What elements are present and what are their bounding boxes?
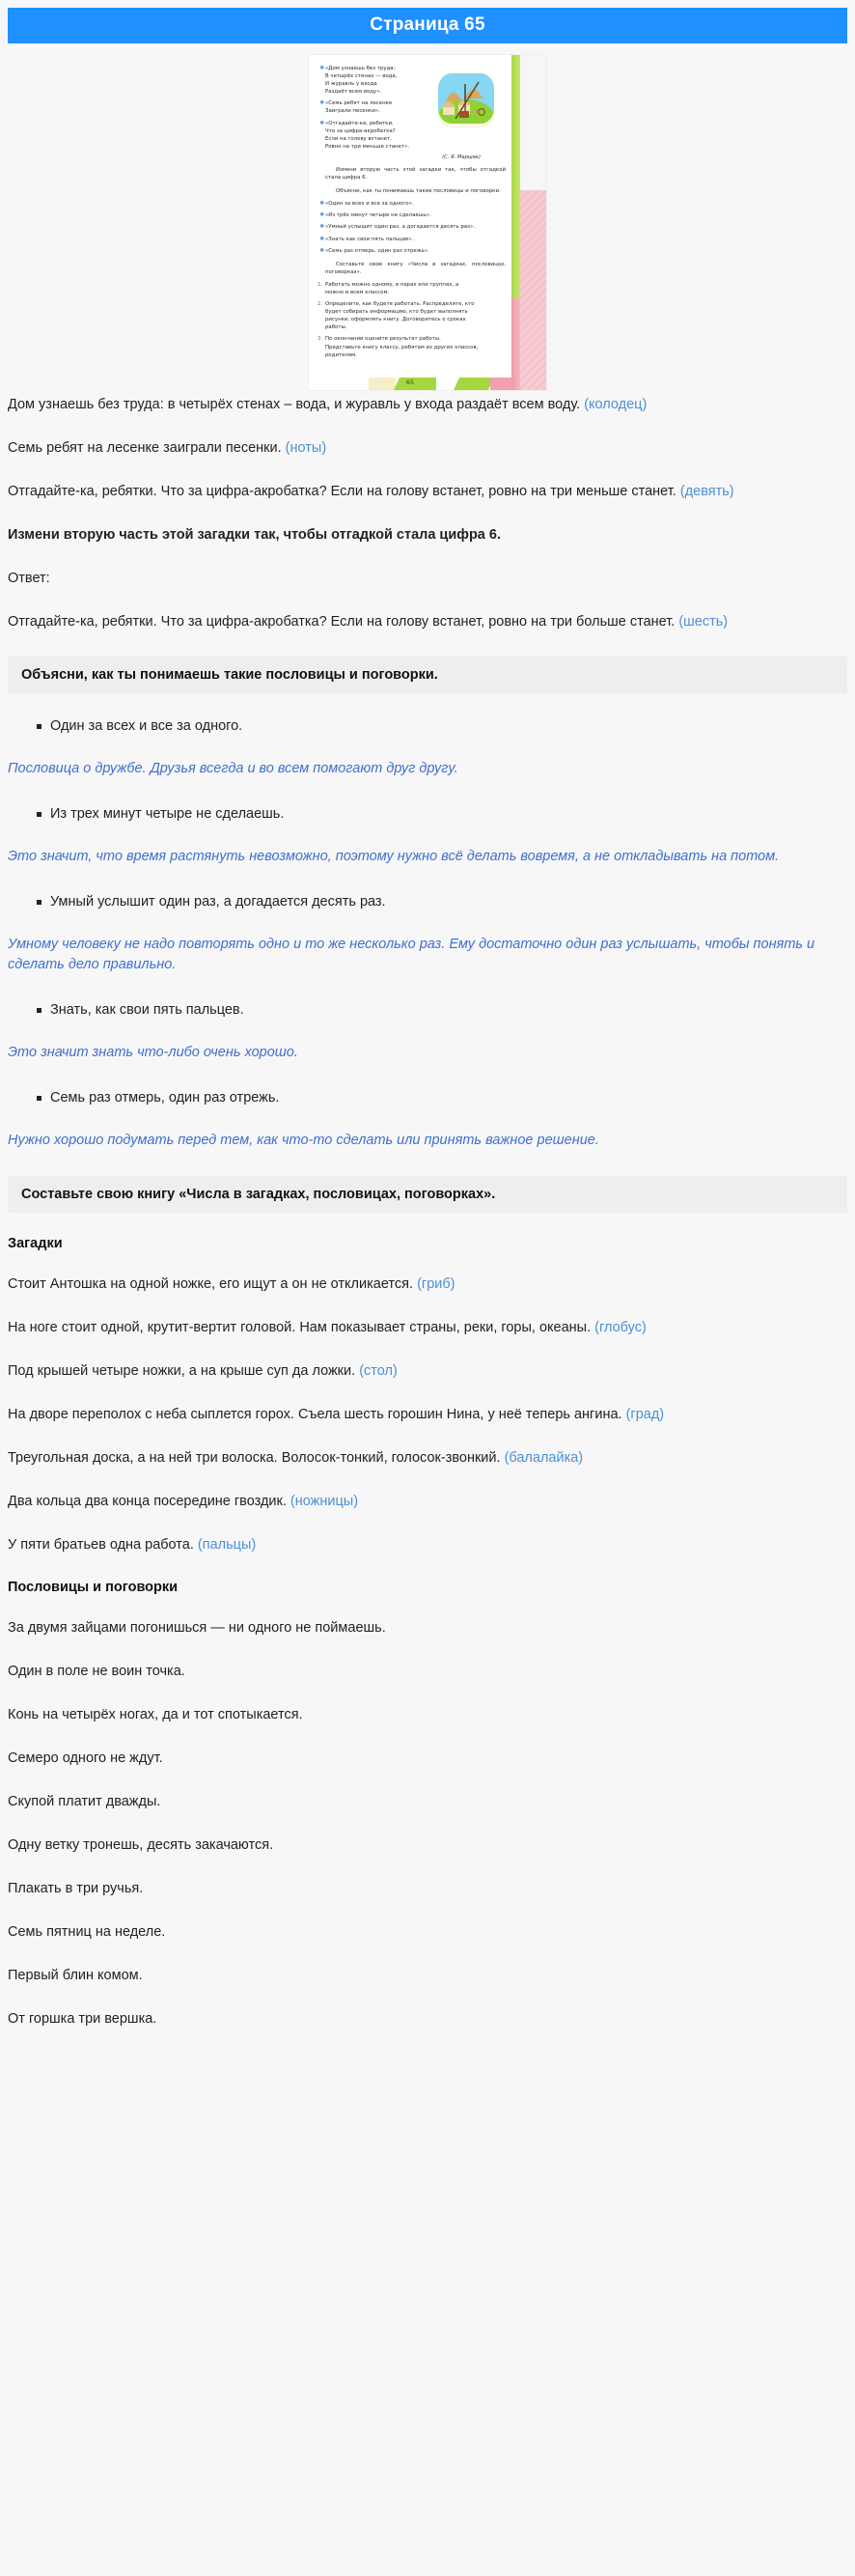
step-number: 1. (317, 281, 323, 288)
zagadka-answer: (пальцы) (197, 1537, 257, 1553)
article-body (0, 396, 855, 2073)
scan-proverb-text: «Знать как свои пять пальцев». (325, 236, 414, 242)
heading-zagadki: Загадки (8, 1236, 63, 1251)
scan-proverb-text: «Из трёх минут четыре не сделаешь». (325, 212, 431, 219)
poslovica-item: Одну ветку тронешь, десять закачаются. (8, 1837, 274, 1853)
scan-proverb-text: «Умный услышит один раз, а догадается десять раз». (325, 224, 476, 231)
bullet-icon: ❖ (319, 235, 325, 242)
riddle-2 (8, 439, 847, 458)
riddle-1-answer: (колодец) (584, 397, 648, 412)
scan-page-number: 65 (405, 378, 415, 386)
proverb-list-5 (8, 1088, 847, 1107)
zagadka-answer: (балалайка) (504, 1450, 584, 1466)
scan-riddle-item (317, 99, 506, 115)
scan-riddle-item (317, 120, 506, 151)
scan-task-make-book: Составьте свою книгу «Числа в загадках, пословицах, поговорках». (325, 261, 506, 275)
proverb-list-3 (8, 892, 847, 911)
list-item: Из трех минут четыре не сделаешь. (37, 804, 847, 824)
proverb-note: Пословица о дружбе. Друзья всегда и во всем помогают друг другу. (8, 761, 458, 776)
scan-proverb-item (317, 223, 506, 231)
poslovica-item: За двумя зайцами погонишься — ни одного не поймаешь. (8, 1620, 386, 1636)
task-box-make-book: Составьте свою книгу «Числа в загадках, пословицах, поговорках». (8, 1176, 847, 1213)
bullet-icon: ❖ (319, 200, 325, 208)
scan-proverb-item (317, 200, 506, 208)
scan-proverb-text: «Один за всех и все за одного». (325, 201, 414, 208)
zagadka-item (8, 1275, 847, 1294)
riddle-3-modified-text: Отгадайте-ка, ребятки. Что за цифра-акробатка? Если на голову встанет, ровно на три больше станет. (8, 614, 676, 630)
riddle-3-answer: (девять) (679, 484, 734, 499)
zagadka-text: Два кольца два конца посередине гвоздик. (8, 1494, 287, 1509)
scan-step-line: родителям. (325, 351, 357, 358)
answer-label: Ответ: (8, 571, 50, 586)
zagadka-text: У пяти братьев одна работа. (8, 1537, 194, 1553)
list-item: Семь раз отмерь, один раз отрежь. (37, 1088, 847, 1107)
riddle-2-text: Семь ребят на лесенке заиграли песенки. (8, 440, 282, 456)
scan-riddle-line: Заиграли песенки». (325, 108, 380, 115)
scan-text-column (317, 65, 506, 363)
page-margin-pattern (520, 190, 546, 390)
poslovica-item: Конь на четырёх ногах, да и тот спотыкается. (8, 1707, 303, 1722)
proverb-list-4 (8, 1000, 847, 1020)
proverb-note: Это значит знать что-либо очень хорошо. (8, 1045, 298, 1060)
riddle-3-text: Отгадайте-ка, ребятки. Что за цифра-акробатка? Если на голову встанет, ровно на три меньше станет. (8, 484, 676, 499)
zagadka-item (8, 1493, 847, 1511)
scan-step-item (317, 300, 506, 331)
list-item: Знать, как свои пять пальцев. (37, 1000, 847, 1020)
scan-step-line: будет собирать информацию, кто будет выполнять (325, 309, 468, 316)
proverb-list-1 (8, 716, 847, 736)
green-margin-strip (511, 55, 520, 298)
zagadka-item (8, 1319, 847, 1337)
task-box-explain-proverbs: Объясни, как ты понимаешь такие пословицы и поговорки. (8, 657, 847, 693)
zagadka-answer: (глобус) (594, 1320, 647, 1335)
zagadka-text: Треугольная доска, а на ней три волоска. Волосок-тонкий, голосок-звонкий. (8, 1450, 501, 1466)
step-number: 3. (317, 336, 323, 343)
proverb-note: Нужно хорошо подумать перед тем, как что-то сделать или принять важное решение. (8, 1133, 599, 1148)
bullet-icon: ❖ (319, 65, 325, 71)
bullet-icon: ❖ (319, 99, 325, 107)
zagadka-text: Стоит Антошка на одной ножке, его ищут а он не откликается. (8, 1276, 414, 1292)
zagadka-text: На ноге стоит одной, крутит-вертит головой. Нам показывает страны, реки, горы, океаны. (8, 1320, 592, 1335)
textbook-scan-container (0, 43, 855, 396)
scan-riddle-item (317, 65, 506, 96)
pink-margin-strip (511, 298, 520, 390)
scan-proverb-text: «Семь раз отмерь, один раз отрежь». (325, 247, 429, 254)
poslovica-item: Семь пятниц на неделе. (8, 1924, 166, 1940)
zagadka-answer: (гриб) (417, 1276, 455, 1292)
poslovica-item: Плакать в три ручья. (8, 1881, 144, 1896)
scan-task-change: Измени вторую часть этой загадки так, чтобы отгадкой стала цифра 6. (325, 166, 506, 182)
poslovica-item: Первый блин комом. (8, 1968, 143, 1983)
scan-riddle-line: В четырёх стенах — вода, (325, 73, 398, 80)
poslovica-item: Семеро одного не ждут. (8, 1750, 163, 1766)
scan-step-line: Определите, как будете работать. Распределите, кто (325, 301, 475, 308)
scan-riddle-line: «Дом узнаешь без труда: (325, 66, 396, 71)
list-item: Один за всех и все за одного. (37, 716, 847, 736)
bullet-icon: ❖ (319, 211, 325, 219)
scan-step-line: рисунки, оформлять книгу. Договоритесь о сроках (325, 317, 466, 323)
scan-step-line: Представьте книгу классу, ребятам из других классов, (325, 344, 479, 350)
riddle-2-answer: (ноты) (285, 440, 327, 456)
zagadka-answer: (ножницы) (290, 1494, 359, 1509)
proverb-note: Это значит, что время растянуть невозможно, поэтому нужно всё делать вовремя, а не откладывать на потом. (8, 849, 780, 864)
scan-proverb-item (317, 247, 506, 255)
task-change-riddle: Измени вторую часть этой загадки так, чтобы отгадкой стала цифра 6. (8, 527, 501, 543)
scan-riddle-line: И журавль у входа (325, 81, 377, 88)
scan-riddle-line: Если на голову встанет, (325, 135, 392, 142)
bullet-icon: ❖ (319, 119, 325, 126)
scan-riddle-line: Ровно на три меньше станет». (325, 143, 410, 150)
scan-riddle-line: Раздаёт всем воду». (325, 89, 382, 96)
zagadka-item (8, 1536, 847, 1554)
zagadka-text: Под крышей четыре ножки, а на крыше суп да ложки. (8, 1363, 356, 1379)
step-number: 2. (317, 301, 323, 308)
proverb-note: Умному человеку не надо повторять одно и то же несколько раз. Ему достаточно один раз услышать, чтобы понять и сделать дело правильно. (8, 937, 815, 972)
riddle-1-text: Дом узнаешь без труда: в четырёх стенах – вода, и журавль у входа раздаёт всем воду. (8, 397, 581, 412)
poslovica-item: От горшка три вершка. (8, 2011, 157, 2027)
zagadka-text: На дворе переполох с неба сыплется горох. Съела шесть горошин Нина, у неё теперь ангина. (8, 1407, 622, 1422)
riddle-3-modified (8, 613, 847, 631)
heading-poslovicy: Пословицы и поговорки (8, 1580, 179, 1595)
zagadka-item (8, 1406, 847, 1424)
poslovica-item: Один в поле не воин точка. (8, 1664, 185, 1679)
zagadka-item (8, 1362, 847, 1381)
list-item: Умный услышит один раз, а догадается десять раз. (37, 892, 847, 911)
riddle-1 (8, 396, 847, 414)
scan-step-line: работы. (325, 324, 347, 331)
scan-riddle-line: Что за цифра-акробатка? (325, 127, 396, 134)
textbook-page-image (309, 55, 546, 390)
scan-riddle-line: «Семь ребят на лесенке (325, 100, 393, 107)
scan-riddle-line: «Отгадайте-ка, ребятки, (325, 120, 394, 126)
scan-step-line: можно и всем классом. (325, 289, 390, 295)
scan-proverb-item (317, 236, 506, 243)
scan-attribution: (С. Я. Маршак) (442, 154, 481, 160)
proverb-list-2 (8, 804, 847, 824)
bullet-icon: ❖ (319, 246, 325, 254)
scan-step-item (317, 281, 506, 296)
riddle-3-modified-answer: (шесть) (678, 614, 729, 630)
poslovica-item: Скупой платит дважды. (8, 1794, 161, 1809)
zagadka-answer: (стол) (359, 1363, 398, 1379)
page-title: Страница 65 (8, 8, 847, 43)
zagadka-item (8, 1449, 847, 1468)
riddle-3 (8, 483, 847, 501)
scan-step-line: По окончании оцените результат работы. (325, 336, 441, 343)
scan-proverb-item (317, 211, 506, 219)
zagadka-answer: (град) (625, 1407, 665, 1422)
scan-task-explain: Объясни, как ты понимаешь такие пословицы и поговорки. (336, 188, 501, 195)
scan-step-line: Работать можно одному, в парах или группах, а (325, 281, 459, 288)
bullet-icon: ❖ (319, 223, 325, 231)
scan-step-item (317, 335, 506, 358)
